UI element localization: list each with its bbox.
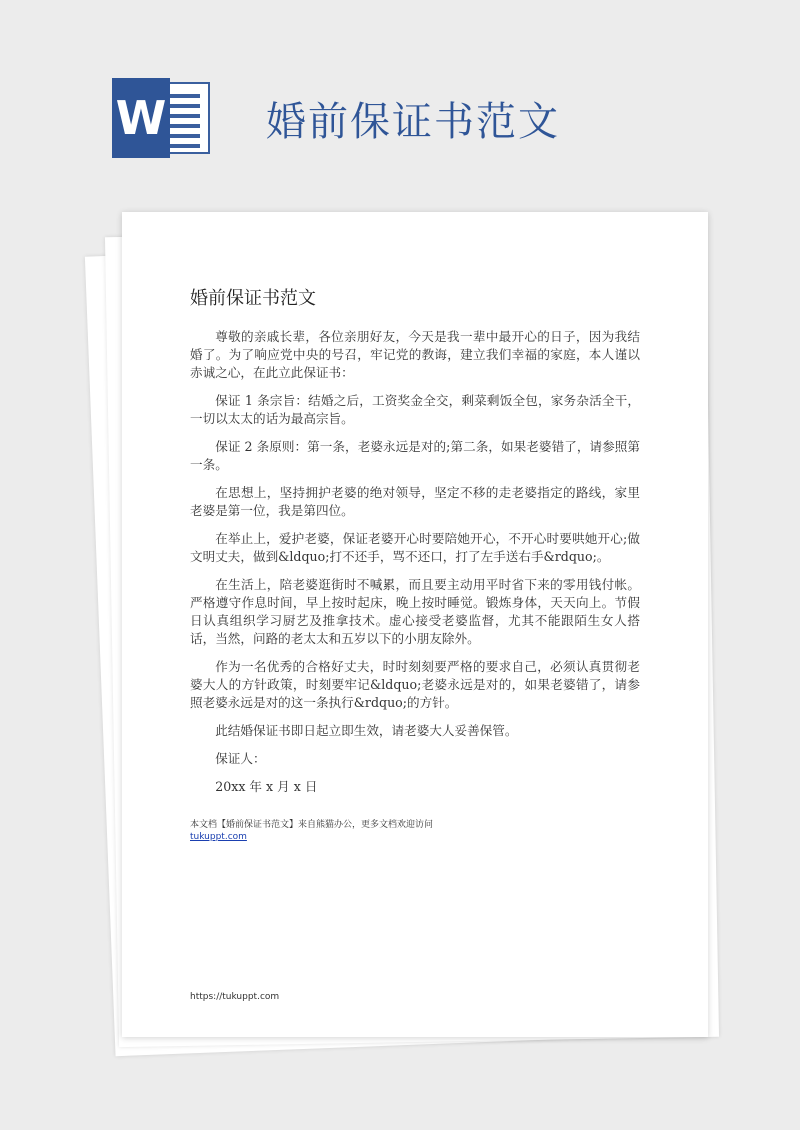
footer-url: https://tukuppt.com bbox=[190, 992, 280, 1002]
paragraph-life: 在生活上，陪老婆逛街时不喊累，而且要主动用平时省下来的零用钱付帐。严格遵守作息时间，早上按时起床，晚上按时睡觉。锻炼身体，天天向上。节假日认真组织学习厨艺及推拿技术。虚心接受老婆监督，尤其不能跟陌生女人搭话，当然，问路的老太太和五岁以下的小朋友除外。 bbox=[190, 577, 640, 646]
paragraph-husband: 作为一名优秀的合格好丈夫，时时刻刻要严格的要求自己，必须认真贯彻老婆大人的方针政策，时刻要牢记&ldquo;老婆永远是对的，如果老婆错了，请参照老婆永远是对的这一条执行&rdquo;的方针。 bbox=[190, 659, 640, 710]
source-note: 本文档【婚前保证书范文】来自熊猫办公，更多文档欢迎访问 bbox=[190, 820, 434, 830]
document-title: 婚前保证书范文 bbox=[190, 288, 316, 309]
paragraph-date: 20xx 年 x 月 x 日 bbox=[215, 779, 318, 794]
paragraph-behavior: 在举止上，爱护老婆，保证老婆开心时要陪她开心，不开心时要哄她开心;做文明丈夫，做到&ldquo;打不还手，骂不还口，打了左手送右手&rdquo;。 bbox=[190, 531, 640, 564]
paragraph-pledge-1: 保证 1 条宗旨：结婚之后，工资奖金全交，剩菜剩饭全包，家务杂活全干，一切以太太的话为最高宗旨。 bbox=[190, 393, 640, 426]
paragraph-guarantor: 保证人： bbox=[215, 751, 266, 766]
document-body bbox=[190, 328, 640, 806]
banner-title: 婚前保证书范文 bbox=[266, 98, 560, 145]
paragraph-pledge-2: 保证 2 条原则：第一条，老婆永远是对的;第二条，如果老婆错了，请参照第一条。 bbox=[190, 439, 640, 472]
page-header bbox=[112, 78, 560, 158]
word-document-icon bbox=[112, 78, 212, 158]
word-logo-letter: W bbox=[112, 78, 170, 158]
paragraph-greeting: 尊敬的亲戚长辈，各位亲朋好友，今天是我一辈中最开心的日子，因为我结婚了。为了响应党中央的号召，牢记党的教诲，建立我们幸福的家庭，本人谨以赤诚之心，在此立此保证书： bbox=[190, 329, 640, 380]
document-page bbox=[122, 212, 708, 1037]
paragraph-thought: 在思想上，坚持拥护老婆的绝对领导，坚定不移的走老婆指定的路线，家里老婆是第一位，我是第四位。 bbox=[190, 485, 640, 518]
source-link[interactable]: tukuppt.com bbox=[190, 832, 247, 842]
paragraph-effective: 此结婚保证书即日起立即生效，请老婆大人妥善保管。 bbox=[215, 723, 518, 738]
